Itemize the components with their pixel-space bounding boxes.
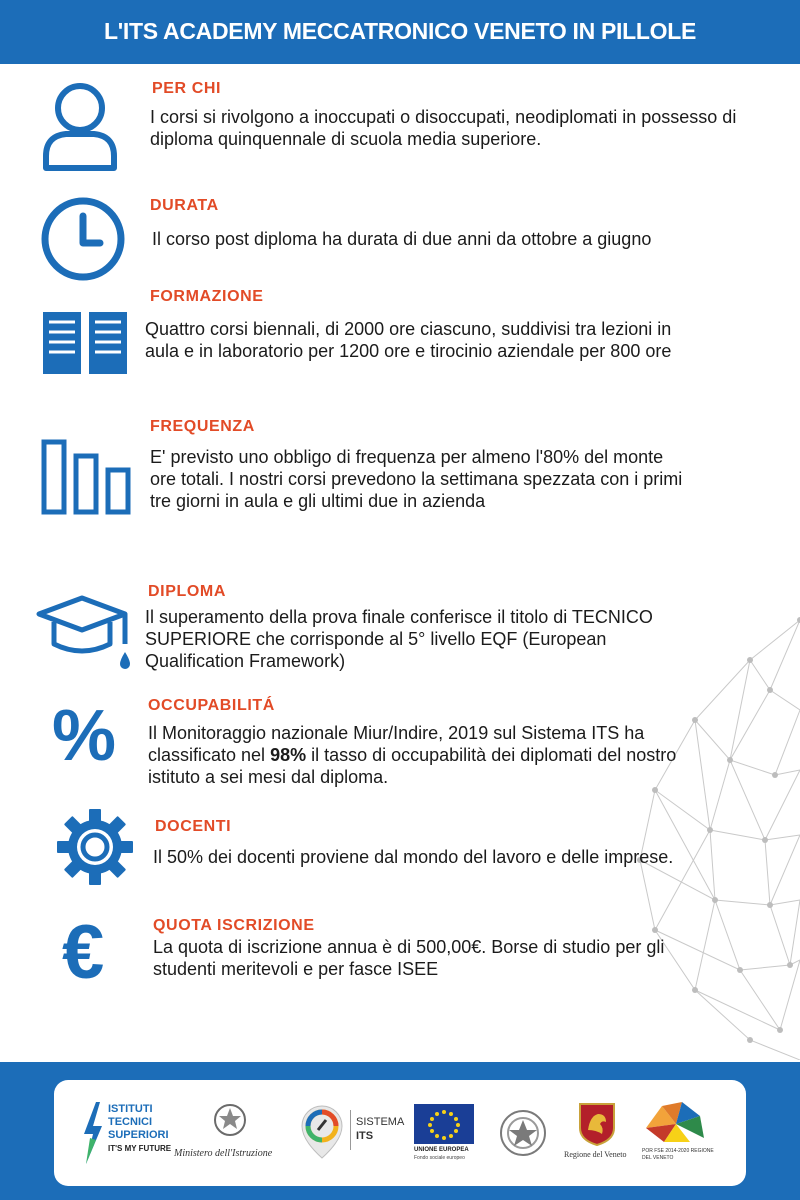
graduation-cap-icon xyxy=(34,592,134,672)
section-text: Il 50% dei docenti proviene dal mondo del lavoro e delle imprese. xyxy=(153,847,674,867)
gear-icon xyxy=(56,808,134,886)
text-part: Il Monitoraggio nazionale Miur/Indire, 2019 sul Sistema ITS ha classificato nel xyxy=(148,723,645,765)
section-title: DIPLOMA xyxy=(148,583,226,600)
ministero-caption: Ministero dell'Istruzione xyxy=(174,1148,273,1159)
lion-shield-icon xyxy=(578,1102,616,1146)
ue-line1: UNIONE EUROPEA xyxy=(414,1147,469,1153)
regione-veneto-logo xyxy=(564,1102,644,1172)
section-title: PER CHI xyxy=(152,80,222,97)
header-banner xyxy=(0,0,800,64)
section-text: Il corso post diploma ha durata di due anni da ottobre a giugno xyxy=(152,229,652,249)
unione-europea-logo xyxy=(414,1104,484,1164)
section-title: DOCENTI xyxy=(155,818,232,835)
section-text: Quattro corsi biennali, di 2000 ore ciascuno, suddivisi tra lezioni in aula e in laboratorio per 1200 ore e tirocinio aziendale per 800 ore xyxy=(145,319,672,361)
section-title: DURATA xyxy=(150,197,219,214)
por-fse-mark-icon xyxy=(642,1098,708,1144)
por-fse-logo xyxy=(642,1098,722,1174)
ue-line2: Fondo sociale europeo xyxy=(414,1155,465,1161)
section-title: FORMAZIONE xyxy=(150,288,264,305)
sistema-its-line2: ITS xyxy=(356,1130,374,1142)
section-text: E' previsto uno obbligo di frequenza per almeno l'80% del monte ore totali. I nostri corsi prevedono la settimana spezzata con i primi tre giorni in aula e gli ultimi due in azienda xyxy=(150,447,683,511)
person-icon xyxy=(38,80,122,172)
text-part: il tasso di occupabilità dei diplomati del nostro istituto a sei mesi dal diploma. xyxy=(148,745,677,787)
section-text xyxy=(148,722,718,788)
highlight-value: 98% xyxy=(270,745,307,765)
repubblica-emblem-icon xyxy=(498,1106,548,1160)
book-icon xyxy=(40,308,130,378)
section-title: QUOTA ISCRIZIONE xyxy=(153,917,315,934)
logo-panel xyxy=(54,1080,746,1186)
clock-icon xyxy=(40,196,126,282)
section-text: I corsi si rivolgono a inoccupati o disoccupati, neodiplomati in possesso di diploma quinquennale di scuola media superiore. xyxy=(150,107,737,149)
its-logo-line1: ISTITUTI xyxy=(108,1103,153,1115)
sistema-its-logo xyxy=(300,1104,410,1164)
section-text: Il superamento della prova finale conferisce il titolo di TECNICO SUPERIORE che corrisponde al 5° livello EQF (European Qualification Framework) xyxy=(145,607,653,671)
its-logo-tagline: IT'S MY FUTURE xyxy=(108,1144,172,1153)
emblem-icon xyxy=(212,1100,248,1140)
divider xyxy=(350,1110,351,1150)
section-title: OCCUPABILITÁ xyxy=(148,697,275,714)
eu-flag-icon xyxy=(414,1104,474,1144)
section-text: La quota di iscrizione annua è di 500,00€. Borse di studio per gli studenti meritevoli e per fasce ISEE xyxy=(153,937,665,979)
euro-icon: € xyxy=(62,910,105,995)
lightning-icon xyxy=(82,1102,104,1164)
section-title: FREQUENZA xyxy=(150,418,255,435)
ministero-logo xyxy=(174,1096,284,1170)
page-title: L'ITS ACADEMY MECCATRONICO VENETO IN PILLOLE xyxy=(104,18,696,44)
sistema-its-line1: SISTEMA xyxy=(356,1116,405,1128)
its-logo-line2: TECNICI xyxy=(108,1116,152,1128)
regione-caption: Regione del Veneto xyxy=(564,1150,627,1159)
its-logo-line3: SUPERIORI xyxy=(108,1129,169,1141)
percent-icon: % xyxy=(52,696,117,776)
pin-icon xyxy=(300,1104,344,1160)
bar-chart-icon xyxy=(40,438,132,516)
por-fse-caption: POR FSE 2014-2020 REGIONE DEL VENETO xyxy=(642,1148,714,1161)
